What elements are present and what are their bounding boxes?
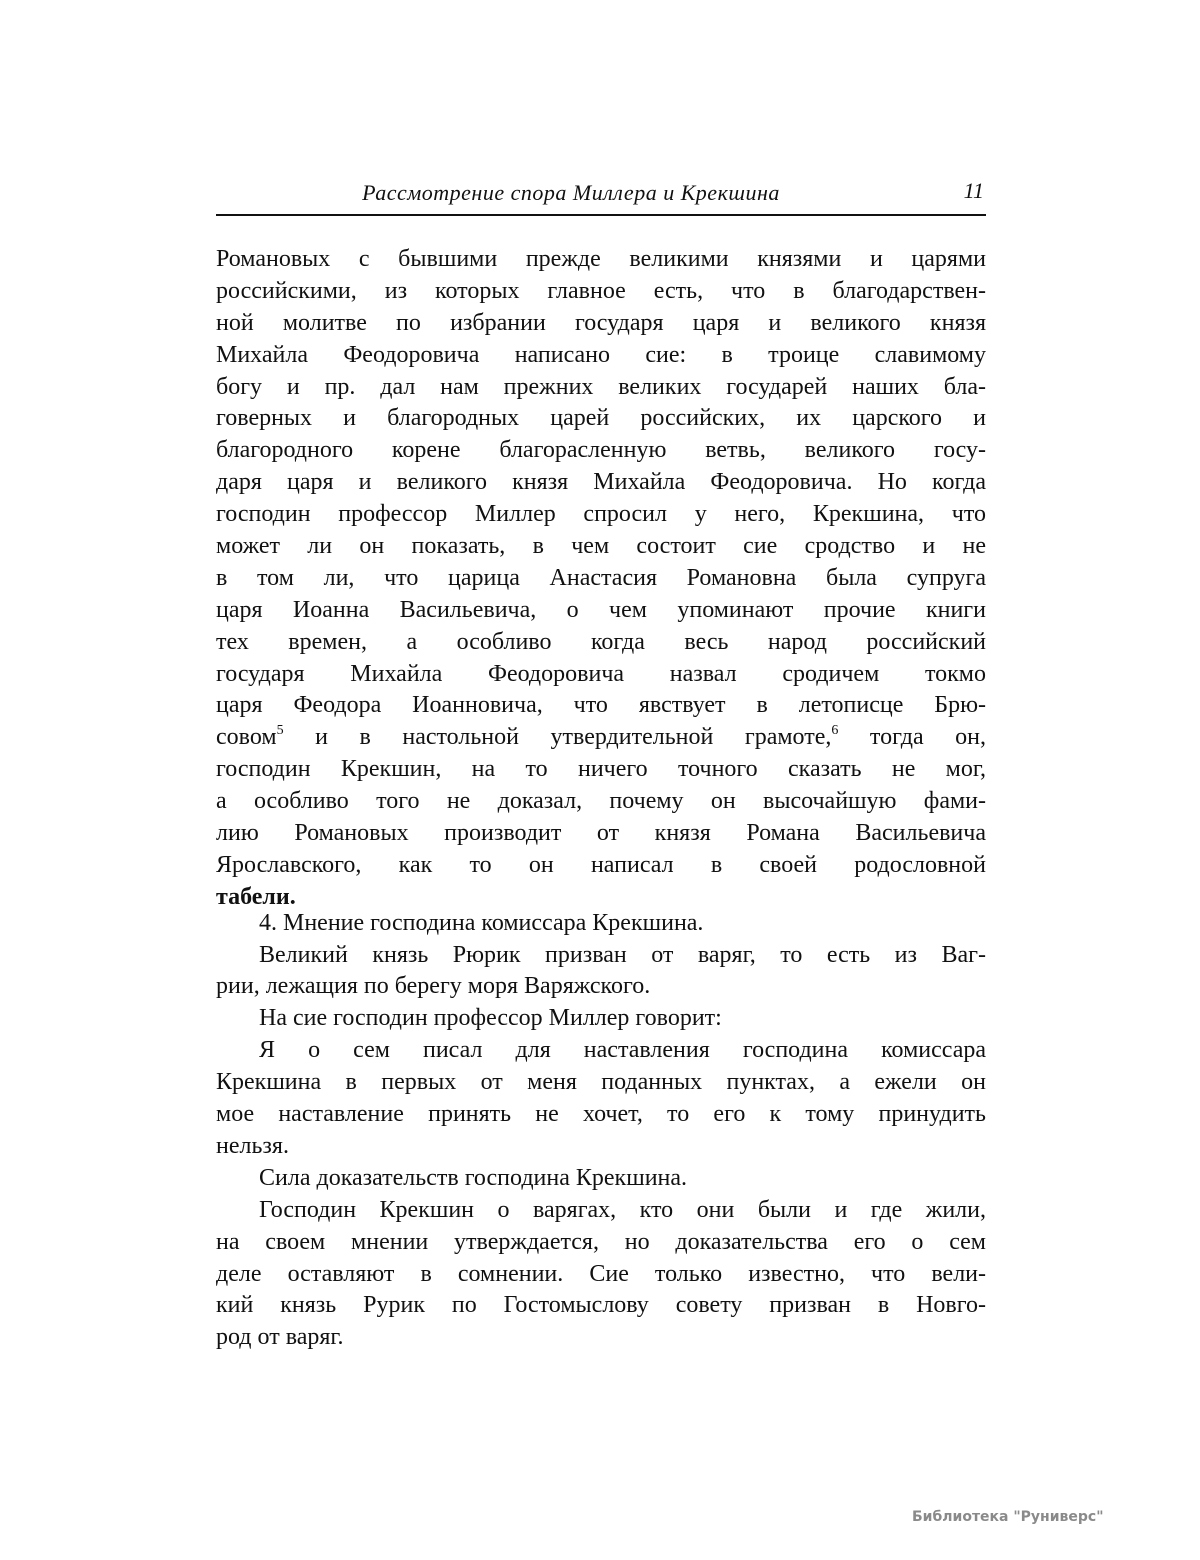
footnote-marker: 5 <box>276 723 284 739</box>
text-line <box>216 722 986 754</box>
text-line <box>216 690 986 722</box>
line-text: в том ли, что царица Анастасия Романовна была супруга <box>216 564 986 591</box>
text-line <box>216 403 986 435</box>
line-text: даря царя и великого князя Михайла Феодоровича. Но когда <box>216 469 986 496</box>
line-text: род от варяг. <box>216 1324 344 1351</box>
line-text: царя Иоанна Васильевича, о чем упоминают прочие книги <box>216 596 986 623</box>
line-text: царя Феодора Иоанновича, что явствует в летописце Брю- <box>216 692 986 719</box>
text-line <box>216 467 986 499</box>
text-line <box>216 1035 986 1067</box>
line-text: Господин Крекшин о варягах, кто они были и где жили, <box>259 1196 986 1223</box>
line-text: Я о сем писал для наставления господина комиссара <box>259 1037 986 1064</box>
line-text: нельзя. <box>216 1132 289 1159</box>
running-title: Рассмотрение спора Миллера и Крекшина <box>362 180 780 205</box>
text-line <box>216 499 986 531</box>
line-text: кий князь Рурик по Гостомыслову совету призван в Новго- <box>216 1292 986 1319</box>
line-text: тех времен, а особливо когда весь народ российский <box>216 628 986 655</box>
text-line <box>216 850 986 882</box>
text-line <box>216 940 986 972</box>
text-line <box>216 1259 986 1291</box>
line-text: Михайла Феодоровича написано сие: в троице славимому <box>216 341 986 368</box>
line-text: лию Романовых производит от князя Романа Васильевича <box>216 820 986 847</box>
line-text: ной молитве по избрании государя царя и великого князя <box>216 309 986 336</box>
text-line <box>216 244 986 276</box>
text-line <box>216 1322 986 1354</box>
line-text: Романовых с бывшими прежде великими князями и царями <box>216 246 986 272</box>
text-line <box>216 435 986 467</box>
library-watermark: Библиотека "Руниверс" <box>912 1509 1104 1525</box>
text-line <box>216 1067 986 1099</box>
text-line <box>216 531 986 563</box>
line-text: табели. <box>216 883 296 910</box>
line-text: тогда он, <box>838 724 986 751</box>
line-text: рии, лежащия по берегу моря Варяжского. <box>216 973 651 1000</box>
line-text: и в настольной утвердительной грамоте, <box>283 724 832 751</box>
line-text: деле оставляют в сомнении. Сие только известно, что вели- <box>216 1260 986 1287</box>
line-text: а особливо того не доказал, почему он высочайшую фами- <box>216 788 986 815</box>
text-line <box>216 971 986 1003</box>
line-text: говерных и благородных царей российских, их царского и <box>216 405 986 432</box>
text-line <box>216 1003 986 1035</box>
line-text: господин Крекшин, на то ничего точного сказать не мог, <box>216 756 986 783</box>
text-line <box>216 1227 986 1259</box>
text-line <box>216 563 986 595</box>
body-text <box>216 244 986 1354</box>
text-line <box>216 595 986 627</box>
line-text: Сила доказательств господина Крекшина. <box>259 1164 688 1191</box>
line-text: Ярославского, как то он написал в своей родословной <box>216 851 986 878</box>
line-text: Великий князь Рюрик призван от варяг, то есть из Ваг- <box>259 941 986 968</box>
text-line <box>216 908 986 940</box>
line-text: совом <box>216 724 277 751</box>
line-text: на своем мнении утверждается, но доказательства его о сем <box>216 1228 986 1255</box>
line-text: господин профессор Миллер спросил у него, Крекшина, что <box>216 501 986 528</box>
text-line <box>216 659 986 691</box>
page-number: 11 <box>963 178 984 203</box>
line-text: богу и пр. дал нам прежних великих государей наших бла- <box>216 373 986 400</box>
text-line <box>216 1163 986 1195</box>
text-line <box>216 1290 986 1322</box>
text-line <box>216 754 986 786</box>
line-text: государя Михайла Феодоровича назвал сродичем токмо <box>216 660 986 687</box>
line-text: 4. Мнение господина комиссара Крекшина. <box>259 909 704 936</box>
line-text: мое наставление принять не хочет, то его к тому принудить <box>216 1101 986 1128</box>
text-line <box>216 786 986 818</box>
running-header <box>216 176 986 216</box>
text-line <box>216 1195 986 1227</box>
text-line <box>216 340 986 372</box>
text-line <box>216 1131 986 1163</box>
text-line <box>216 276 986 308</box>
line-text: На сие господин профессор Миллер говорит: <box>259 1005 722 1032</box>
text-line <box>216 627 986 659</box>
line-text: российскими, из которых главное есть, что в благодарствен- <box>216 277 986 304</box>
text-line <box>216 308 986 340</box>
line-text: благородного корене благорасленную ветвь, великого госу- <box>216 437 986 464</box>
text-line <box>216 372 986 404</box>
line-text: Крекшина в первых от меня поданных пунктах, а ежели он <box>216 1069 986 1096</box>
footnote-marker: 6 <box>831 723 839 739</box>
text-line <box>216 818 986 850</box>
line-text: может ли он показать, в чем состоит сие сродство и не <box>216 533 986 560</box>
text-line <box>216 1099 986 1131</box>
